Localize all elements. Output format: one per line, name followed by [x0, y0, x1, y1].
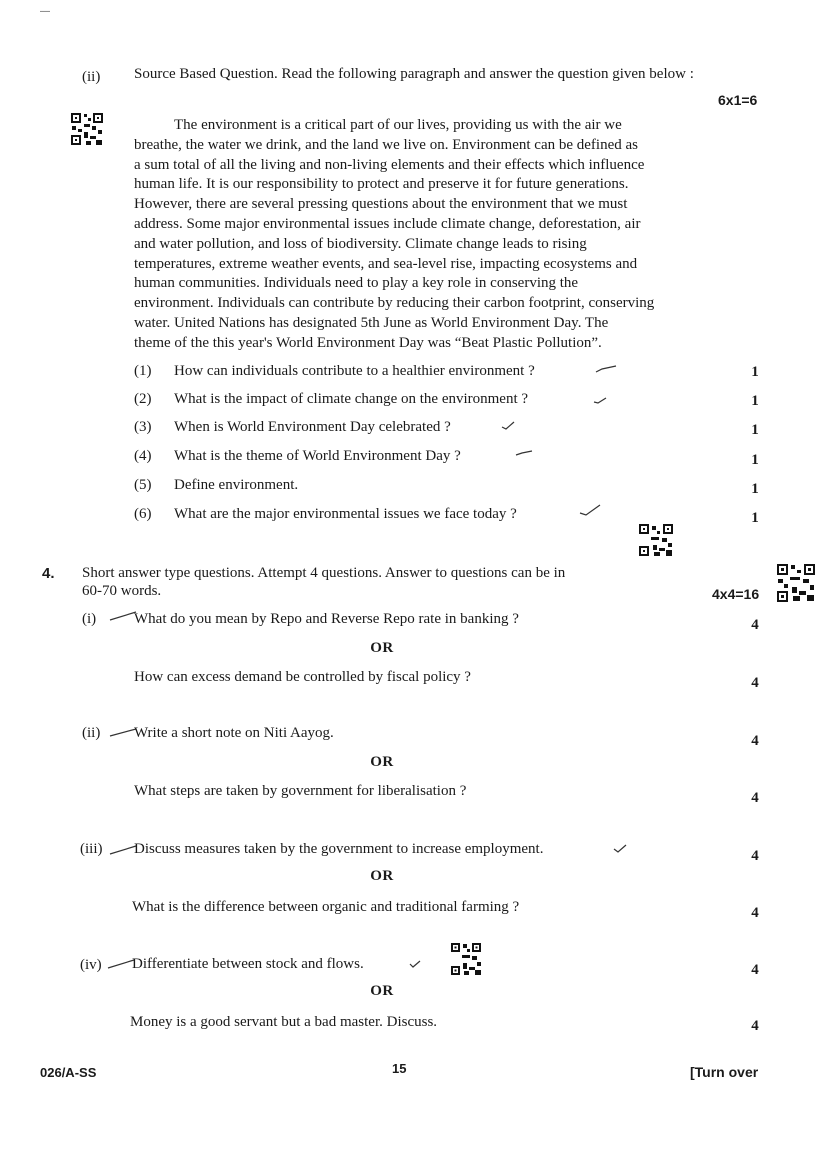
or-label: OR — [370, 868, 394, 884]
tick-mark-icon — [578, 503, 602, 517]
corner-mark: — — [40, 6, 50, 17]
source-paragraph — [134, 116, 726, 354]
q4-marks: 4 — [751, 848, 759, 864]
q4-alt-question: Money is a good servant but a bad master. Discuss. — [130, 1014, 438, 1030]
q4-marks: 4 — [751, 617, 759, 633]
qr-code-icon — [450, 942, 482, 976]
subq-number: (5) — [134, 477, 152, 493]
tick-mark-icon — [594, 364, 618, 376]
q4-marks: 4 — [751, 1018, 759, 1034]
section-4-number: 4. — [42, 565, 55, 582]
tick-mark-icon — [612, 842, 628, 854]
section-ii-number: (ii) — [82, 69, 101, 85]
subq-text: What is the theme of World Environment Day ? — [174, 448, 461, 464]
paragraph-line: theme of the this year's World Environment Day was “Beat Plastic Pollution”. — [134, 334, 602, 351]
paragraph-line: a sum total of all the living and non-living elements and their effects which influence — [134, 156, 645, 173]
or-label: OR — [370, 983, 394, 999]
paper-code: 026/A-SS — [40, 1065, 97, 1080]
subq-text: What are the major environmental issues we face today ? — [174, 506, 517, 522]
paragraph-line: environment. Individuals can contribute by reducing their carbon footprint, conserving — [134, 295, 655, 312]
section-4-marks: 4x4=16 — [712, 586, 760, 602]
q4-marks: 4 — [751, 733, 759, 749]
section-4-instruction-cont: 60-70 words. — [82, 583, 162, 599]
section-ii-heading — [134, 64, 734, 84]
paragraph-line: water. United Nations has designated 5th June as World Environment Day. The — [134, 314, 609, 331]
q4-item-number: (i) — [82, 611, 97, 627]
subq-marks: 1 — [751, 510, 759, 526]
page-number: 15 — [392, 1061, 407, 1076]
subq-number: (3) — [134, 419, 152, 435]
subq-text: Define environment. — [174, 477, 299, 493]
q4-marks: 4 — [751, 962, 759, 978]
q4-question: Write a short note on Niti Aayog. — [134, 725, 334, 741]
paragraph-line: However, there are several pressing questions about the environment that we must — [134, 196, 628, 213]
subq-text: When is World Environment Day celebrated ? — [174, 419, 451, 435]
section-ii-marks: 6x1=6 — [718, 92, 758, 108]
q4-marks: 4 — [751, 905, 759, 921]
subq-marks: 1 — [751, 364, 759, 380]
tick-mark-icon — [500, 420, 516, 432]
q4-alt-question: How can excess demand be controlled by fiscal policy ? — [134, 669, 471, 685]
subq-marks: 1 — [751, 481, 759, 497]
section-4-instruction: Short answer type questions. Attempt 4 questions. Answer to questions can be in — [82, 565, 566, 581]
q4-question: Discuss measures taken by the government to increase employment. — [134, 841, 544, 857]
turn-over-label: [Turn over — [690, 1064, 759, 1080]
subq-number: (4) — [134, 448, 152, 464]
subq-marks: 1 — [751, 452, 759, 468]
q4-question: What do you mean by Repo and Reverse Repo rate in banking ? — [134, 611, 519, 627]
subq-marks: 1 — [751, 422, 759, 438]
subq-text: What is the impact of climate change on the environment ? — [174, 391, 529, 407]
qr-code-icon — [776, 563, 816, 603]
q4-marks: 4 — [751, 675, 759, 691]
paragraph-line: breathe, the water we drink, and the land we live on. Environment can be defined as — [134, 136, 638, 153]
qr-code-icon — [70, 112, 104, 146]
q4-marks: 4 — [751, 790, 759, 806]
qr-code-icon — [638, 523, 674, 557]
q4-item-number: (iv) — [80, 957, 102, 973]
q4-item-number: (iii) — [80, 841, 103, 857]
paragraph-line: and water pollution, and loss of biodiversity. Climate change leads to rising — [134, 235, 587, 252]
tick-mark-icon — [408, 958, 422, 970]
q4-item-number: (ii) — [82, 725, 101, 741]
subq-number: (1) — [134, 363, 152, 379]
paragraph-line: human communities. Individuals need to play a key role in conserving the — [134, 275, 579, 292]
paragraph-line: address. Some major environmental issues include climate change, deforestation, air — [134, 215, 641, 232]
tick-mark-icon — [592, 394, 608, 406]
section-ii-title: Source Based Question. — [134, 66, 278, 82]
section-ii-instruction: Read the following paragraph and answer the question given below : — [281, 66, 694, 82]
q4-alt-question: What is the difference between organic and traditional farming ? — [132, 899, 520, 915]
q4-question: Differentiate between stock and flows. — [132, 956, 364, 972]
or-label: OR — [370, 640, 394, 656]
or-label: OR — [370, 754, 394, 770]
paragraph-line: temperatures, extreme weather events, and sea-level rise, impacting ecosystems and — [134, 255, 638, 272]
tick-mark-icon — [514, 449, 534, 459]
q4-alt-question: What steps are taken by government for liberalisation ? — [134, 783, 467, 799]
paragraph-line: human life. It is our responsibility to protect and preserve it for future generations. — [134, 176, 629, 193]
subq-marks: 1 — [751, 393, 759, 409]
subq-text: How can individuals contribute to a healthier environment ? — [174, 363, 535, 379]
paragraph-line: The environment is a critical part of our lives, providing us with the air we — [174, 117, 622, 133]
subq-number: (6) — [134, 506, 152, 522]
subq-number: (2) — [134, 391, 152, 407]
